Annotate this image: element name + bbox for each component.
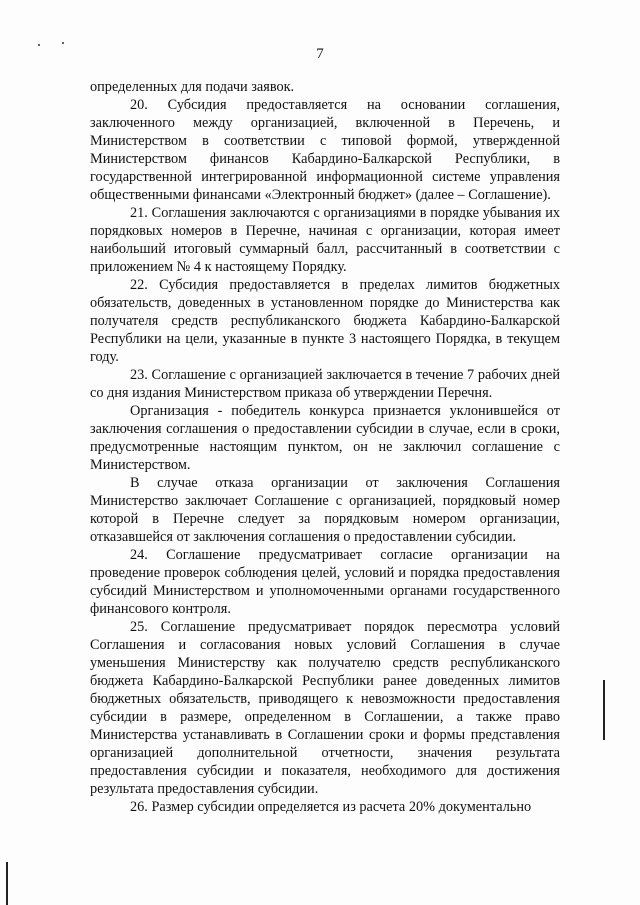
scan-edge-mark (603, 680, 605, 740)
paragraph-item-26: 26. Размер субсидии определяется из расчета 20% документально (130, 799, 532, 815)
document-body (90, 78, 560, 816)
scan-speck (62, 42, 64, 44)
scan-edge-mark (6, 862, 8, 905)
paragraph-item-22: 22. Субсидия предоставляется в пределах лимитов бюджетных обязательств, доведенных в установленном порядке до Министерства как получателя средств республиканского бюджета Кабардино-Балкарской Республики на цели, указанные в пункте 3 настоящего Порядка, в текущем году. (90, 277, 560, 365)
paragraph-evasion: Организация - победитель конкурса признается уклонившейся от заключения соглашения о предоставлении субсидии в случае, если в сроки, предусмотренные настоящим пунктом, он не заключил соглашение с Министерством. (90, 403, 560, 473)
paragraph-item-24: 24. Соглашение предусматривает согласие организации на проведение проверок соблюдения целей, условий и порядка предоставления субсидий Министерством и уполномоченными органами государственного финансового контроля. (90, 547, 560, 617)
paragraph-item-25: 25. Соглашение предусматривает порядок пересмотра условий Соглашения и согласования новых условий Соглашения в случае уменьшения Министерству как получателю средств республиканского бюджета Кабардино-Балкарской Республики ранее доведенных лимитов бюджетных обязательств, приводящего к невозможности предоставления субсидии в размере, определенном в Соглашении, а также право Министерства устанавливать в Соглашении сроки и формы представления организацией дополнительной отчетности, значения результата предоставления субсидии и показателя, необходимого для достижения результата предоставления субсидии. (90, 619, 560, 797)
paragraph-refusal: В случае отказа организации от заключения Соглашения Министерство заключает Соглашение с организацией, порядковый номер которой в Перечне следует за порядковым номером организации, отказавшейся от заключения соглашения о предоставлении субсидии. (90, 475, 560, 545)
paragraph-item-20: 20. Субсидия предоставляется на основании соглашения, заключенного между организацией, включенной в Перечень, и Министерством в соответствии с типовой формой, утвержденной Министерством финансов Кабардино-Балкарской Республики, в государственной интегрированной информационной системе управления общественными финансами «Электронный бюджет» (далее – Соглашение). (90, 97, 560, 203)
page-number: 7 (316, 46, 324, 62)
paragraph-item-23: 23. Соглашение с организацией заключается в течение 7 рабочих дней со дня издания Министерством приказа об утверждении Перечня. (90, 367, 560, 401)
paragraph-item-21: 21. Соглашения заключаются с организациями в порядке убывания их порядковых номеров в Перечне, начиная с организации, которая имеет наибольший итоговый суммарный балл, рассчитанный в соответствии с приложением № 4 к настоящему Порядку. (90, 205, 560, 275)
paragraph-continuation: определенных для подачи заявок. (90, 79, 295, 95)
